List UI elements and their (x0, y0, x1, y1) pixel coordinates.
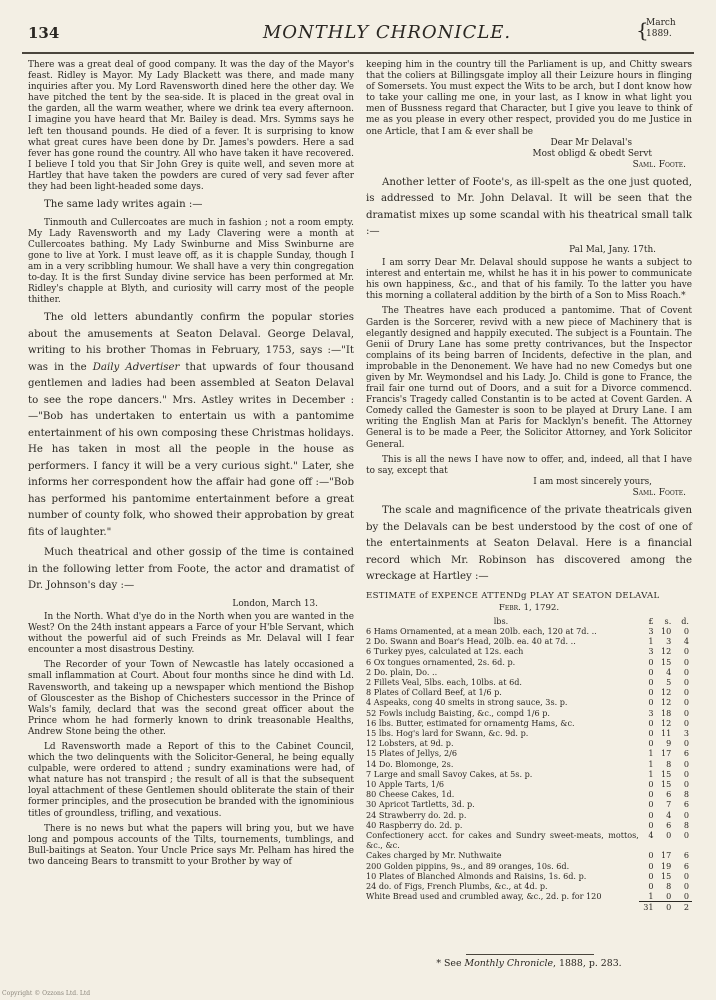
right-column (366, 60, 692, 913)
amount-pence: 0 (683, 738, 689, 749)
amount-pounds: 0 (648, 819, 654, 830)
item-description: 2 Fillets Veal, 5lbs. each, 10lbs. at 6d. (366, 676, 522, 687)
item-description: 24 do. of Figs, French Plumbs, &c., at 4d. p. (366, 880, 548, 891)
paragraph: There was a great deal of good company. It was the day of the Mayor's feast. Ridley is Mayor. My Lady Blackett was there, and made many inquiries after you. My Lord Ravensworth dined here the other day. We have pitched the tent by the sea-side. It is placed in the great oval in the garden, all the warm weather, where we drink tea every afternoon. I imagine you have heard that Mr. Bailey is dead. Mrs. Symms says he left ten thousand pounds. He died of a fever. It is surprising to know what great cures have been done by Dr. James's powders. Here a sad fever has gone round the country. All who have taken it have recovered. I believe I told you that Sir John Grey is quite well, and seven more at Hartley that have taken the powders are cured of very sad fever after they had been light-headed some days. (28, 60, 354, 193)
paragraph: I am sorry Dear Mr. Delaval should suppose he wants a subject to interest and entertain me, whilst he has it in his power to communicate his own happiness, &c., and that of his family. To the latter you have this morning a collateral addition by the birth of a Son to Miss Roach.* (366, 258, 692, 302)
amount-pounds: 0 (648, 789, 654, 800)
amount-shillings: 6 (666, 789, 672, 800)
paragraph: In the North. What d'ye do in the North when you are wanted in the West? On the 24th instant appears a Farce of your H'ble Servant, which without the powerful aid of such Freinds as Mr. Delaval will I fear encounter a most disastrous Destiny. (28, 611, 354, 656)
amount-pence: 0 (683, 707, 689, 718)
table-row (366, 657, 692, 667)
item-description: Confectionery acct. for cakes and Sundry sweet-meats, mottos, &c., &c. (366, 829, 639, 851)
amount-pounds: 0 (648, 870, 654, 881)
table-row (366, 871, 692, 881)
newspaper-title: Daily Advertiser (92, 361, 180, 373)
issue-month: March (646, 18, 676, 28)
footnote: * See Monthly Chronicle, 1888, p. 283. (436, 958, 622, 969)
issue-year: 1889. (646, 29, 672, 39)
item-description: 10 Plates of Blanched Almonds and Raisins, 1s. 6d. p. (366, 870, 587, 881)
signature-name: Saml. Foote. (632, 487, 686, 498)
table-row (366, 718, 692, 728)
table-row (366, 810, 692, 820)
amount-shillings: 7 (666, 799, 672, 810)
paragraph: Another letter of Foote's, as ill-spelt as the one just quoted, is addressed to Mr. John Delaval. It will be seen that the dramatist mixes up some scandal with his theatrical small talk :— (366, 176, 692, 238)
item-description: 14 Do. Blomonge, 2s. (366, 758, 454, 769)
table-row (366, 830, 692, 850)
table-row (366, 646, 692, 656)
amount-pence: 0 (683, 768, 689, 779)
table-row (366, 861, 692, 871)
column-header-pence: d. (681, 615, 689, 626)
amount-shillings: 8 (666, 758, 672, 769)
item-description: 200 Golden pippins, 9s., and 89 oranges, 10s. 6d. (366, 860, 570, 871)
amount-shillings: 5 (666, 676, 672, 687)
amount-pence: 6 (683, 748, 689, 759)
paragraph: This is all the news I have now to offer, and, indeed, all that I have to say, except that (366, 454, 692, 476)
brace-glyph: { (636, 18, 649, 42)
paragraph: There is no news but what the papers will bring you, but we have long and pompous accounts of the Tilts, tournements, tumblings, and Bull-baitings at Seaton. Your Uncle Price says Mr. Pelham has hired the two danceing Bears to transmitt to your Brother by way of (28, 823, 354, 867)
copyright-notice: Copyright © Ozzons Ltd. Ltd (2, 990, 91, 997)
item-description: 6 Turkey pyes, calculated at 12s. each (366, 646, 524, 657)
amount-pence: 8 (683, 819, 689, 830)
amount-pounds: 3 (648, 625, 654, 636)
amount-shillings: 8 (666, 880, 672, 891)
amount-pounds: 0 (648, 850, 654, 861)
amount-pounds: 0 (648, 687, 654, 698)
amount-pounds: 0 (648, 697, 654, 708)
amount-pounds: 0 (648, 809, 654, 820)
item-description: 4 Aspeaks, cong 40 smelts in strong sauce, 3s. p. (366, 697, 568, 708)
table-row (366, 789, 692, 799)
amount-shillings: 10 (660, 625, 672, 636)
table-header-row (366, 616, 692, 626)
amount-pounds: 0 (648, 727, 654, 738)
item-description: 8 Plates of Collard Beef, at 1/6 p. (366, 687, 502, 698)
amount-pounds: 1 (648, 768, 654, 779)
amount-pounds: 3 (648, 707, 654, 718)
amount-pence: 0 (683, 676, 689, 687)
table-row (366, 850, 692, 860)
amount-pence: 0 (683, 687, 689, 698)
item-description: 12 Lobsters, at 9d. p. (366, 738, 454, 749)
estimate-date: Febr. 1, 1792. (498, 602, 560, 613)
page-header (22, 14, 694, 50)
total-row (366, 902, 692, 913)
amount-pence: 0 (683, 717, 689, 728)
table-row (366, 697, 692, 707)
amount-shillings: 6 (666, 819, 672, 830)
item-description: 52 Fowls includg Baisting, &c., compd 1/6 p. (366, 707, 550, 718)
amount-pounds: 0 (648, 717, 654, 728)
paragraph: The scale and magnificence of the private theatricals given by the Delavals can be best understood by the cost of one of the entertainments at Seaton Delaval. Here is a financial record which Mr. Robinson has discovered among the wreckage at Hartley :— (366, 505, 692, 582)
paragraph: The Theatres have each produced a pantomime. That of Covent Garden is the Sorcerer, revivd with a new piece of Machinery that is elegantly designed and happily executed. The subject is a Fountain. The Genii of Drury Lane has some pretty contrivances, but the Inspector complains of its being barren of Incidents, defective in the plan, and improbable in the Denonement. We have had no new Comedys but one given by Mr. Weymondsel and his Lady. Jo. Child is gone to France, the frail fair one turnd out of Doors, and a suit for a Divorce commencd. Francis's Tragedy called Constantin is to be acted at Covent Garden. A Comedy called the Gamester is soon to be played at Drury Lane. I am writing the English Man at Paris for Macklyn's benefit. The Attorney General is to be made a Peer, the Solicitor Attorney, and York Solicitor General. (366, 306, 692, 450)
amount-pounds: 0 (648, 666, 654, 677)
signature-name: Saml. Foote. (632, 159, 686, 170)
column-header-pounds: £ (648, 615, 654, 626)
table-row (366, 820, 692, 830)
table-row (366, 667, 692, 677)
paragraph: keeping him in the country till the Parliament is up, and Chitty swears that the coliers at Billingsgate imploy all their Leizure hours in flinging of Somersets. You must expect the Wits to be arch, but I dont know how to take your calling me one, in your last, as I know in what light you men of Bussness regard that Character, but I give you leave to think of me as you please in every other respect, provided you do me Justice in one Article, that I am & ever shall be (366, 60, 692, 137)
amount-shillings: 17 (660, 850, 672, 861)
amount-pence: 6 (683, 799, 689, 810)
signature-line: Most obligd & obedt Servt (532, 148, 652, 159)
header-rule (22, 52, 694, 54)
amount-pence: 8 (683, 789, 689, 800)
amount-shillings: 9 (666, 738, 672, 749)
amount-pence: 0 (683, 809, 689, 820)
table-row (366, 769, 692, 779)
amount-shillings: 19 (660, 860, 672, 871)
paragraph: Ld Ravensworth made a Report of this to the Cabinet Council, which the two delinquents with the Solicitor-General, he being equally culpable, were ordered to attend ; sundry examinations were had, of what nature has not transpird ; the result of all is that the subsequent loyal attachment of these Gentlemen should obliterate the stain of their former principles, and the prosecution be branded with the ignominious titles of groundless, trifling, and vexatious. (28, 742, 354, 819)
amount-shillings: 0 (666, 829, 672, 840)
amount-pence: 0 (683, 646, 689, 657)
amount-pounds: 4 (648, 829, 654, 840)
amount-pence: 0 (683, 697, 689, 708)
amount-pence: 4 (683, 636, 689, 647)
column-header-shillings: s. (664, 615, 672, 626)
amount-pounds: 0 (648, 738, 654, 749)
column-header-lbs: lbs. (493, 615, 509, 626)
table-row (366, 881, 692, 891)
signature-line: I am most sincerely yours, (533, 476, 652, 487)
paragraph: Tinmouth and Cullercoates are much in fashion ; not a room empty. My Lady Ravensworth and my Lady Clavering were a month at Cullercoates bathing. My Lady Swinburne and Miss Swinburne are gone to live at York. I must leave off, as it is chapple Sunday, though I am in a very scribbling humour. We shall have a very thin congregation to-day. It is the first Sunday divine service has been performed at Mr. Ridley's chapple at Blyth, and curiosity will carry most of the people thither. (28, 217, 354, 306)
item-description: Cakes charged by Mr. Nuthwaite (366, 850, 502, 861)
estimate-title: ESTIMATE of EXPENCE ATTENDg PLAY AT SEATON DELAVAL (366, 590, 660, 601)
item-description: 15 Plates of Jellys, 2/6 (366, 748, 458, 759)
amount-pence: 3 (683, 727, 689, 738)
amount-pounds: 0 (648, 676, 654, 687)
page (22, 14, 694, 984)
amount-pence: 6 (683, 850, 689, 861)
amount-pence: 0 (683, 829, 689, 840)
table-row (366, 636, 692, 646)
amount-shillings: 15 (660, 870, 672, 881)
footnote-rule (466, 954, 594, 955)
item-description: 2 Do. plain, Do. .. (366, 666, 438, 677)
item-description: 40 Raspberry do. 2d. p. (366, 819, 463, 830)
table-row (366, 728, 692, 738)
table-row (366, 891, 692, 902)
letter-date: London, March 13. (232, 598, 318, 609)
total-pounds: 31 (639, 902, 657, 913)
paragraph: The old letters abundantly confirm the popular stories about the amusements at Seaton Delaval. George Delaval, writing to his brother Thomas in February, 1753, says :—"It was in the Daily Advertiser that upwards of four thousand gentlemen and ladies had been assembled at Seaton Delaval to see the rope dancers." Mrs. Astley writes in December :—"Bob has undertaken to entertain us with a pantomime entertainment of his own composing these Christmas holidays. He has taken in most all the people in the house as performers. I fancy it will be a very curious sight." Later, she informs her correspondent how the affair had gone off :—"Bob has performed his pantomime entertainment before a great number of county folk, who showed their approbation by great fits of laughter." (28, 312, 355, 538)
amount-shillings: 4 (666, 809, 672, 820)
amount-pence: 0 (683, 891, 689, 902)
item-description: 10 Apple Tarts, 1/6 (366, 778, 445, 789)
amount-shillings: 12 (660, 717, 672, 728)
paragraph: The same lady writes again :— (44, 199, 203, 211)
amount-shillings: 17 (660, 748, 672, 759)
item-description: 2 Do. Swann and Boar's Head, 20lb. ea. 40 at 7d. .. (366, 636, 576, 647)
amount-shillings: 12 (660, 687, 672, 698)
amount-pounds: 0 (648, 860, 654, 871)
table-row (366, 738, 692, 748)
table-row (366, 677, 692, 687)
amount-shillings: 15 (660, 778, 672, 789)
amount-shillings: 3 (666, 636, 672, 647)
item-description: 16 lbs. Butter, estimated for ornamentg Hams, &c. (366, 717, 575, 728)
item-description: 30 Apricot Tartletts, 3d. p. (366, 799, 475, 810)
left-column (28, 60, 354, 872)
amount-pence: 6 (683, 860, 689, 871)
table-row (366, 708, 692, 718)
item-description: 80 Cheese Cakes, 1d. (366, 789, 455, 800)
amount-shillings: 0 (666, 891, 672, 902)
paragraph: The Recorder of your Town of Newcastle has lately occasioned a small inflammation at Court. About four months since he dind with Ld. Ravensworth, and takeing up a newspaper which mentiond the Bishop of Glouscester as the Bishop of Chichesters successor in the Prince of Wals's family, declard that was the second great officer about the Prince whom he had formerly known to drink treasonable Healths, Andrew Stone being the other. (28, 660, 354, 737)
total-pence: 2 (674, 902, 692, 913)
table-row (366, 759, 692, 769)
table-row (366, 626, 692, 636)
item-description: 6 Hams Ornamented, at a mean 20lb. each, 120 at 7d. .. (366, 625, 597, 636)
amount-pounds: 1 (648, 891, 654, 902)
amount-pence: 0 (683, 666, 689, 677)
amount-pounds: 1 (648, 748, 654, 759)
table-row (366, 779, 692, 789)
amount-shillings: 18 (660, 707, 672, 718)
amount-pounds: 0 (648, 656, 654, 667)
amount-pounds: 3 (648, 646, 654, 657)
amount-pounds: 0 (648, 778, 654, 789)
amount-pounds: 1 (648, 636, 654, 647)
amount-pence: 0 (683, 870, 689, 881)
item-description: 24 Strawberry do. 2d. p. (366, 809, 467, 820)
amount-shillings: 11 (660, 727, 672, 738)
amount-pounds: 1 (648, 758, 654, 769)
amount-pence: 0 (683, 758, 689, 769)
amount-pence: 0 (683, 656, 689, 667)
table-row (366, 748, 692, 758)
item-description: White Bread used and crumbled away, &c., 2d. p. for 120 (366, 891, 602, 902)
page-number: 134 (28, 24, 60, 42)
amount-pounds: 0 (648, 799, 654, 810)
amount-shillings: 4 (666, 666, 672, 677)
total-shillings: 0 (657, 902, 675, 913)
amount-shillings: 15 (660, 656, 672, 667)
amount-shillings: 12 (660, 697, 672, 708)
letter-date: Pal Mal, Jany. 17th. (569, 244, 656, 255)
amount-pence: 0 (683, 778, 689, 789)
table-row (366, 687, 692, 697)
amount-pence: 0 (683, 880, 689, 891)
signature-line: Dear Mr Delaval's (550, 137, 632, 148)
amount-shillings: 15 (660, 768, 672, 779)
table-row (366, 799, 692, 809)
item-description: 7 Large and small Savoy Cakes, at 5s. p. (366, 768, 533, 779)
expense-table (366, 616, 692, 913)
item-description: 6 Ox tongues ornamented, 2s. 6d. p. (366, 656, 516, 667)
item-description: 15 lbs. Hog's lard for Swann, &c. 9d. p. (366, 727, 529, 738)
running-title: MONTHLY CHRONICLE. (262, 22, 512, 43)
amount-pence: 0 (683, 625, 689, 636)
paragraph: Much theatrical and other gossip of the time is contained in the following letter from Foote, the actor and dramatist of Dr. Johnson's day :— (28, 547, 354, 592)
amount-pounds: 0 (648, 880, 654, 891)
amount-shillings: 12 (660, 646, 672, 657)
